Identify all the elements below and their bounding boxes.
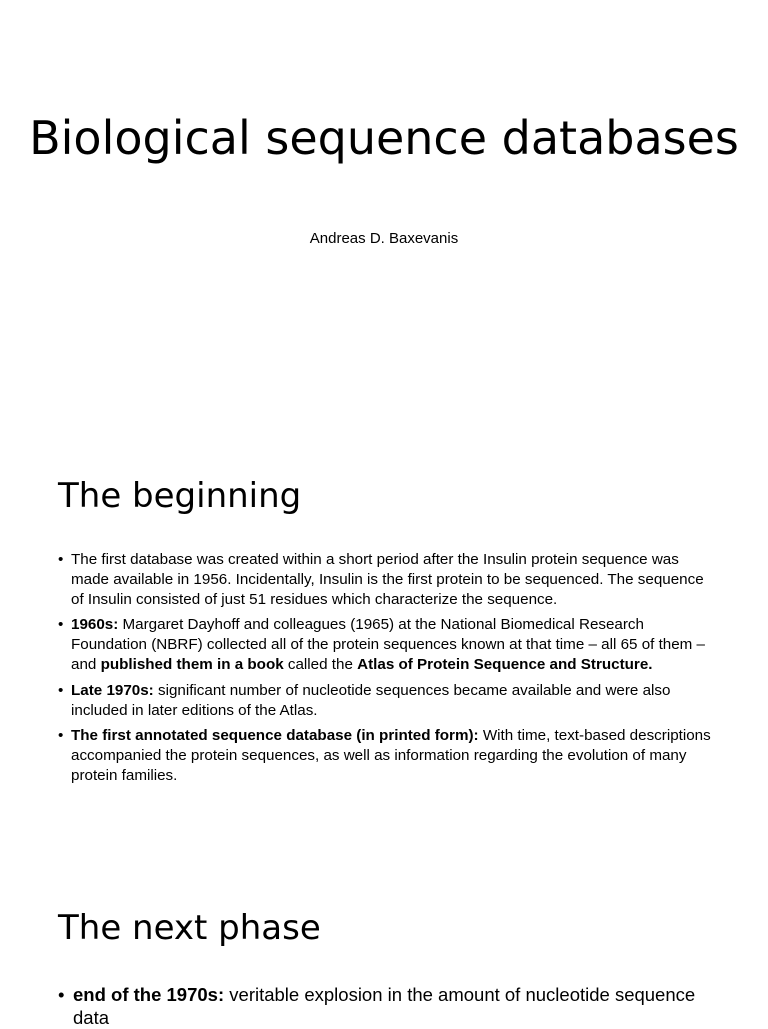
bullet-icon: • [58,727,64,745]
title-slide [0,0,768,440]
bullet-lead: The first annotated sequence database (in printed form): [71,727,479,745]
bullet-emphasis: published them in a book [100,655,284,673]
bullet-icon: • [58,681,64,699]
book-title: Atlas of Protein Sequence and Structure. [357,655,653,673]
bullet-icon: • [58,616,64,634]
bullet-icon: • [58,984,65,1005]
bullet-lead: end of the 1970s: [73,984,225,1005]
bullet-text: significant number of nucleotide sequences became available and were also included in later editions of the Atlas. [71,681,671,719]
bullet-text: With time, text-based descriptions accompanied the protein sequences, as well as information regarding the evolution of many protein families. [71,727,711,784]
bullet-lead: Late 1970s: [71,681,154,699]
author-name: Andreas D. Baxevanis [309,230,459,247]
bullet-text: veritable explosion in the amount of nucleotide sequence data [73,984,696,1028]
list-item [58,615,714,674]
bullet-icon: • [58,551,64,568]
list-item [58,550,714,609]
bullet-text-continued: called the [283,655,358,673]
next-phase-bullet-list [58,983,714,1029]
list-item [58,983,714,1029]
slide-title-next-phase: The next phase [58,908,321,948]
list-item [58,681,714,721]
presentation-title: Biological sequence databases [29,111,739,165]
list-item [58,726,714,785]
slide-title-beginning: The beginning [58,476,302,516]
bullet-lead: 1960s: [71,616,119,634]
beginning-bullet-list [58,550,714,792]
bullet-text: Margaret Dayhoff and colleagues (1965) at the National Biomedical Research Foundation (NBRF) collected all of the protein sequences known at that time – all 65 of them – and [71,616,706,673]
bullet-text: The first database was created within a short period after the Insulin protein sequence was made available in 1956. Incidentally, Insulin is the first protein to be sequenced. The sequence of Insulin consisted of just 51 residues which characterize the sequence. [71,551,704,608]
